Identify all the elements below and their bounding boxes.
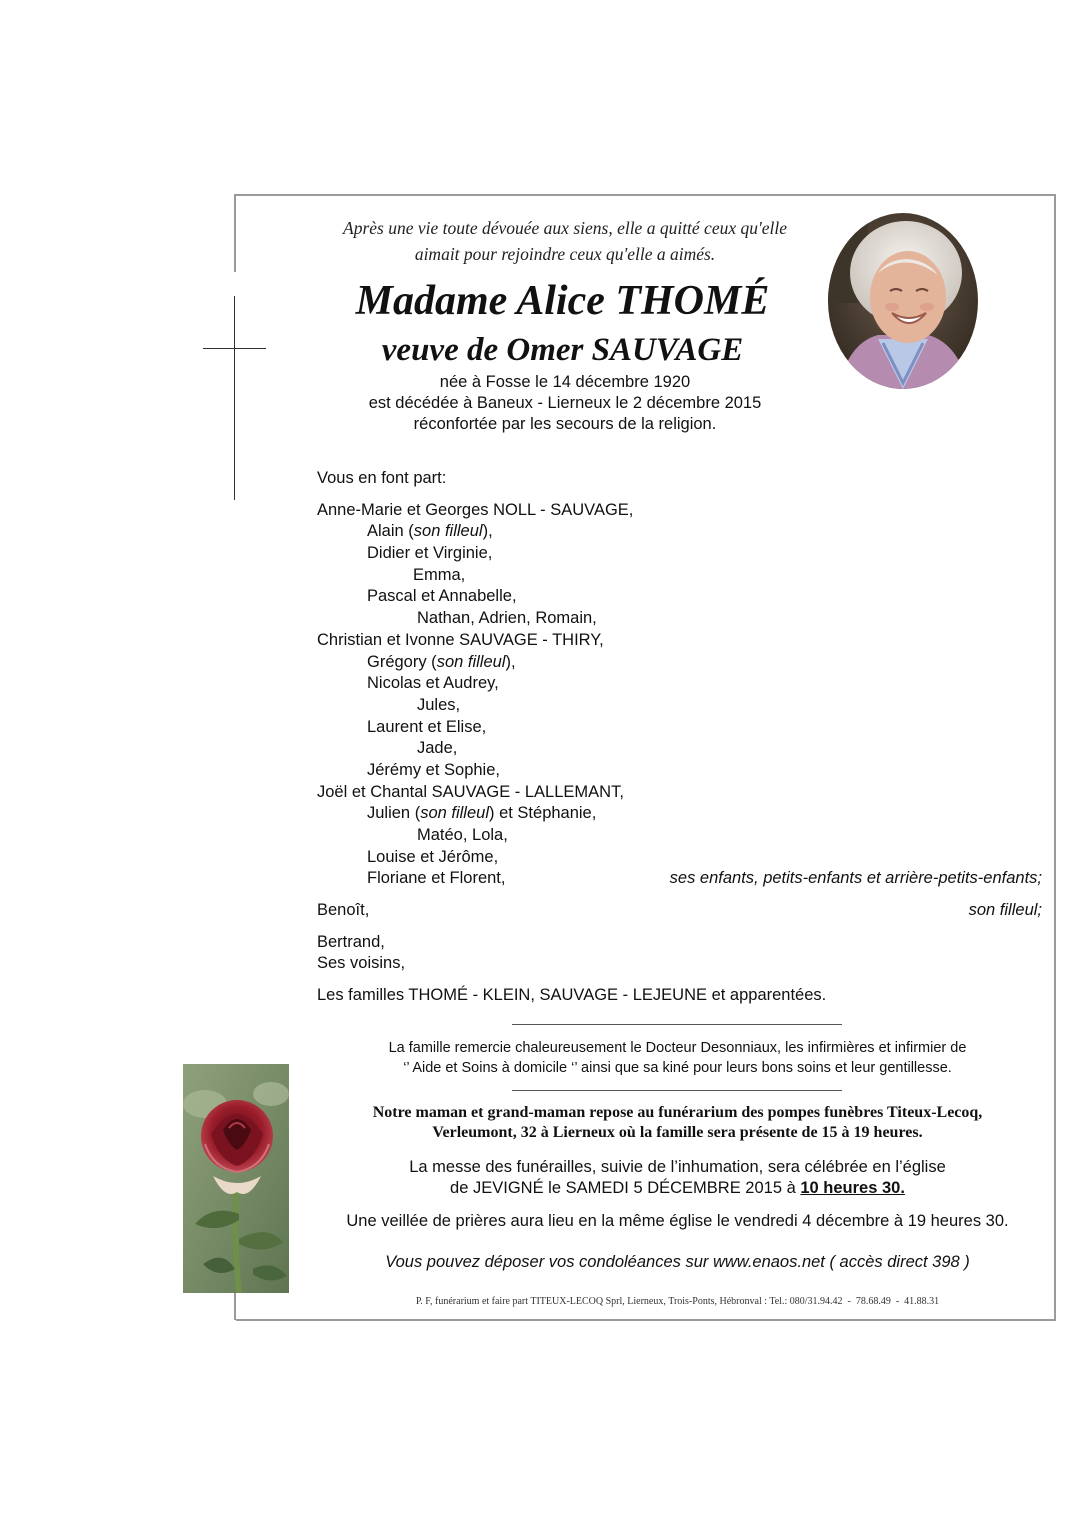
thanks-line-1: La famille remercie chaleureusement le Docteur Desonniaux, les infirmières et infirmier de — [388, 1040, 967, 1056]
condolences-info: Vous pouvez déposer vos condoléances sur www.enaos.net ( accès direct 398 ) — [385, 1253, 970, 1271]
family-member: Nicolas et Audrey, — [367, 674, 499, 693]
frame-left-border-top — [234, 194, 236, 272]
thanks-line-2: ‘’ Aide et Soins à domicile ‘’ ainsi que sa kiné pour leurs bons soins et leur gentillesse. — [403, 1060, 952, 1076]
family-member: Jérémy et Sophie, — [367, 760, 500, 779]
frame-bottom-border — [236, 1319, 1056, 1321]
family-member: Louise et Jérôme, — [367, 847, 499, 866]
mass-line-1: La messe des funérailles, suivie de l’inhumation, sera célébrée en l’église — [409, 1158, 946, 1176]
godchild-note: son filleul — [413, 522, 483, 541]
family-member: Christian et Ivonne SAUVAGE - THIRY, — [317, 630, 604, 649]
family-member-suffix: ), — [505, 652, 516, 671]
mass-time: 10 heures 30. — [800, 1179, 905, 1197]
rose-image — [183, 1064, 289, 1293]
family-member-name: Alain ( — [367, 522, 414, 541]
related-families: Les familles THOMÉ - KLEIN, SAUVAGE - LEJEUNE et apparentées. — [317, 986, 827, 1005]
mass-info — [320, 1157, 1035, 1199]
frame-right-border — [1054, 194, 1056, 1320]
mass-line-2 — [320, 1178, 1035, 1199]
family-member: Emma, — [413, 565, 466, 584]
portrait-photo-icon — [828, 213, 978, 389]
godchild-note: son filleul — [436, 652, 506, 671]
family-member — [317, 652, 1042, 674]
widow-of: veuve de Omer SAUVAGE — [381, 332, 744, 368]
frame-left-border-bottom — [234, 1292, 236, 1320]
mass-date: de JEVIGNÉ le SAMEDI 5 DÉCEMBRE 2015 à — [450, 1179, 801, 1197]
portrait-photo — [828, 213, 978, 389]
epitaph-line-1: Après une vie toute dévouée aux siens, elle a quitté ceux qu'elle — [343, 218, 787, 238]
family-member-name: Floriane et Florent, — [367, 869, 506, 888]
deceased-name: Madame Alice THOMÉ — [355, 278, 770, 324]
family-member: Laurent et Elise, — [367, 717, 487, 736]
other-mourner: Ses voisins, — [317, 954, 406, 973]
funeral-line-1: Notre maman et grand-maman repose au funérarium des pompes funèbres Titeux-Lecoq, — [372, 1104, 983, 1121]
funeral-line-2: Verleumont, 32 à Lierneux où la famille sera présente de 15 à 19 heures. — [432, 1124, 923, 1141]
announcement-intro: Vous en font part: — [317, 469, 447, 487]
funeral-home-info — [320, 1103, 1035, 1143]
family-member: Jules, — [417, 695, 461, 714]
other-mourner: Bertrand, — [317, 932, 385, 951]
birth-info: née à Fosse le 14 décembre 1920 — [439, 373, 691, 391]
epitaph-line-2: aimait pour rejoindre ceux qu'elle a aimés. — [414, 244, 716, 264]
vigil-info: Une veillée de prières aura lieu en la même église le vendredi 4 décembre à 19 heures 30. — [346, 1212, 1009, 1230]
separator-line — [512, 1024, 842, 1025]
godson-relation: son filleul; — [968, 901, 1042, 920]
family-member: Anne-Marie et Georges NOLL - SAUVAGE, — [317, 500, 634, 519]
family-member: Nathan, Adrien, Romain, — [417, 609, 597, 628]
funeral-director-footer: P. F, funérarium et faire part TITEUX-LECOQ Sprl, Lierneux, Trois-Ponts, Hébronval : Tel.: 080/31.94.42 - 78.68.49 - 41.88.31 — [415, 1296, 940, 1307]
family-member-suffix: ), — [482, 522, 493, 541]
family-member — [317, 868, 1042, 890]
godson-row — [317, 900, 1042, 922]
family-member: Joël et Chantal SAUVAGE - LALLEMANT, — [317, 782, 624, 801]
family-member: Jade, — [417, 739, 458, 758]
godson-name: Benoît, — [317, 901, 370, 920]
separator-line — [512, 1090, 842, 1091]
family-announcement — [317, 468, 1042, 1007]
rose-icon — [183, 1064, 289, 1293]
family-member: Pascal et Annabelle, — [367, 587, 517, 606]
family-member-name: Grégory ( — [367, 652, 437, 671]
frame-top-border — [235, 194, 1056, 196]
thanks-message — [330, 1038, 1025, 1078]
cross-horizontal-bar — [203, 348, 266, 349]
family-relation: ses enfants, petits-enfants et arrière-petits-enfants; — [669, 869, 1042, 888]
cross-vertical-bar — [234, 296, 235, 500]
biography — [300, 372, 830, 435]
family-member-suffix: ) et Stéphanie, — [489, 804, 597, 823]
family-member — [317, 521, 1042, 543]
family-member: Matéo, Lola, — [417, 826, 508, 844]
family-member-name: Julien ( — [367, 804, 421, 823]
family-member: Didier et Virginie, — [367, 544, 493, 563]
death-info: est décédée à Baneux - Lierneux le 2 décembre 2015 — [368, 394, 762, 412]
godchild-note: son filleul — [420, 804, 489, 823]
epitaph — [300, 215, 830, 267]
religion-info: réconfortée par les secours de la religion. — [413, 415, 717, 433]
family-member — [317, 803, 1042, 825]
